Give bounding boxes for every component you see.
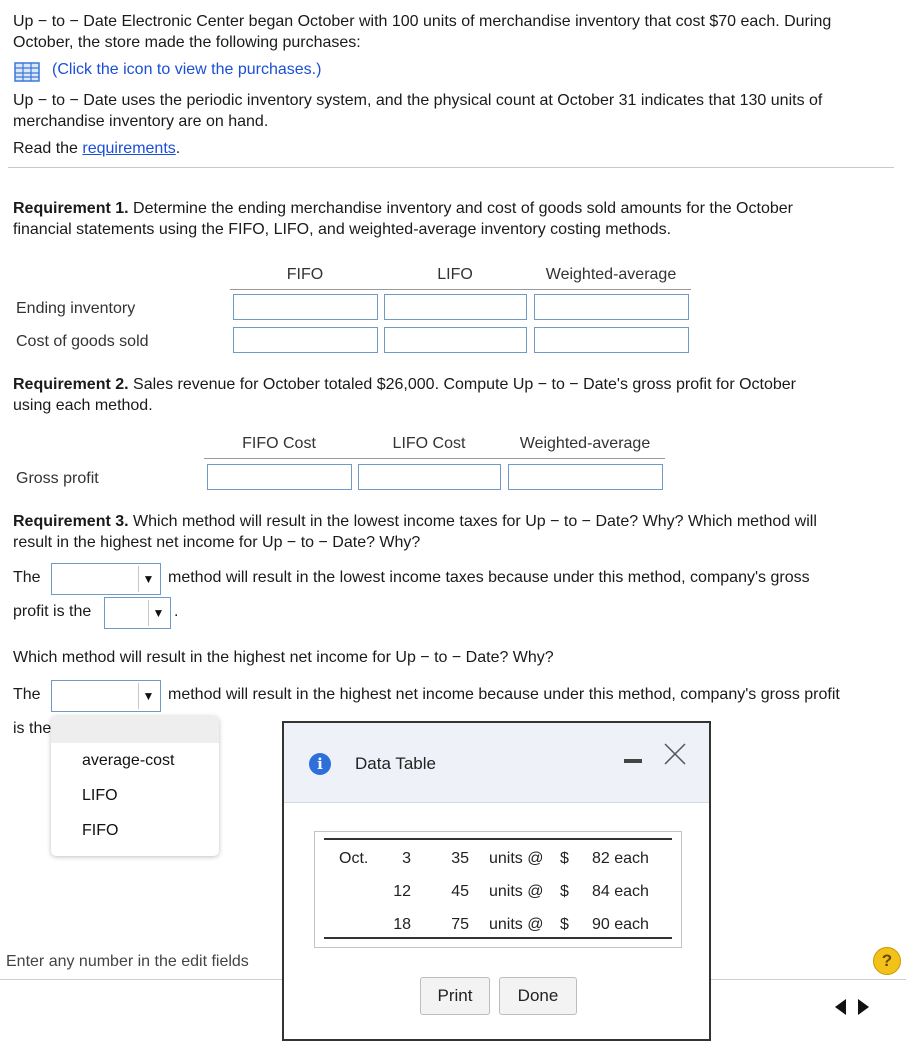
req2-text-2: using each method. <box>13 397 153 414</box>
chevron-down-icon: ▼ <box>138 683 158 709</box>
s1-line2: profit is the <box>13 603 92 620</box>
gross-profit-wa-input[interactable] <box>508 464 663 490</box>
done-button[interactable]: Done <box>499 977 577 1015</box>
cogs-lifo-input[interactable] <box>384 327 527 353</box>
gross-profit-fifo-input[interactable] <box>207 464 352 490</box>
chevron-down-icon: ▼ <box>138 566 158 592</box>
read-suffix: . <box>175 140 181 157</box>
row1-qty: 35 <box>451 850 469 867</box>
row3-units: units @ <box>489 916 544 933</box>
previous-arrow-icon[interactable] <box>835 999 846 1015</box>
purchases-table <box>314 831 682 948</box>
req2-col-weighted-average: Weighted-average <box>519 435 651 452</box>
req2-col-lifo: LIFO Cost <box>392 435 466 452</box>
row3-dollar: $ <box>560 916 569 933</box>
req2-text <box>13 374 893 416</box>
chevron-down-icon: ▼ <box>148 600 168 626</box>
highest-income-method-select[interactable] <box>51 680 161 712</box>
row2-price: 84 each <box>592 883 649 900</box>
req1-col-fifo: FIFO <box>286 266 324 283</box>
cogs-wa-input[interactable] <box>534 327 689 353</box>
req2-col-fifo: FIFO Cost <box>242 435 316 452</box>
gross-profit-lifo-input[interactable] <box>358 464 501 490</box>
dropdown-option-lifo[interactable]: LIFO <box>82 787 118 804</box>
req1-text-2: financial statements using the FIFO, LIFO, and weighted-average inventory costing methods. <box>13 221 672 238</box>
req1-col-lifo: LIFO <box>437 266 473 283</box>
s2-rest: method will result in the highest net income because under this method, company's gross profit <box>168 686 840 703</box>
req3-label: Requirement 3. <box>13 513 129 530</box>
dropdown-option-average-cost[interactable]: average-cost <box>82 752 175 769</box>
row2-day: 12 <box>393 883 411 900</box>
dropdown-highlight <box>51 716 219 743</box>
row2-units: units @ <box>489 883 544 900</box>
dropdown-option-fifo[interactable]: FIFO <box>82 822 119 839</box>
row1-dollar: $ <box>560 850 569 867</box>
row3-day: 18 <box>393 916 411 933</box>
req3-text-2: result in the highest net income for Up − to − Date? Why? <box>13 534 421 551</box>
s2-the: The <box>13 686 41 703</box>
modal-title: Data Table <box>355 754 436 773</box>
s2-line2: is the <box>13 720 52 737</box>
footer-hint: Enter any number in the edit fields <box>6 953 249 970</box>
minimize-icon[interactable] <box>624 759 642 763</box>
intro-line-2: October, the store made the following purchases: <box>13 34 361 51</box>
table-icon[interactable] <box>14 62 40 82</box>
row-cost-of-goods-sold: Cost of goods sold <box>16 333 149 350</box>
req1-header-line <box>230 289 691 290</box>
nav-arrows <box>812 992 892 1022</box>
cogs-fifo-input[interactable] <box>233 327 378 353</box>
s1-period: . <box>174 603 179 620</box>
lowest-taxes-profit-select[interactable] <box>104 597 171 629</box>
table-bottom-rule <box>324 937 672 939</box>
req2-text-1: Sales revenue for October totaled $26,000. Compute Up − to − Date's gross profit for October <box>128 376 797 393</box>
view-purchases-link[interactable]: (Click the icon to view the purchases.) <box>52 61 322 78</box>
ending-inventory-fifo-input[interactable] <box>233 294 378 320</box>
req1-col-weighted-average: Weighted-average <box>545 266 677 283</box>
intro-line-1: Up − to − Date Electronic Center began October with 100 units of merchandise inventory that cost $70 each. During <box>13 13 832 30</box>
row1-month: Oct. <box>339 850 369 867</box>
table-top-rule <box>324 838 672 840</box>
help-icon[interactable]: ? <box>873 947 901 975</box>
s1-rest: method will result in the lowest income taxes because under this method, company's gross <box>168 569 810 586</box>
intro-line-3: Up − to − Date uses the periodic inventory system, and the physical count at October 31 indicates that 130 units of <box>13 92 823 109</box>
s1-the: The <box>13 569 41 586</box>
data-table-modal <box>282 721 711 1041</box>
row2-dollar: $ <box>560 883 569 900</box>
req1-text-1: Determine the ending merchandise inventory and cost of goods sold amounts for the October <box>128 200 793 217</box>
req3-text <box>13 511 893 553</box>
row1-day: 3 <box>402 850 411 867</box>
row3-qty: 75 <box>451 916 469 933</box>
row-gross-profit: Gross profit <box>16 470 99 487</box>
row-ending-inventory: Ending inventory <box>16 300 136 317</box>
req1-text <box>13 198 893 240</box>
read-requirements <box>13 138 893 159</box>
next-arrow-icon[interactable] <box>858 999 869 1015</box>
info-icon: i <box>309 753 331 775</box>
row1-price: 82 each <box>592 850 649 867</box>
divider <box>8 167 894 168</box>
row2-qty: 45 <box>451 883 469 900</box>
row3-price: 90 each <box>592 916 649 933</box>
ending-inventory-lifo-input[interactable] <box>384 294 527 320</box>
req2-label: Requirement 2. <box>13 376 129 393</box>
req3-question-2: Which method will result in the highest net income for Up − to − Date? Why? <box>13 649 554 666</box>
modal-header <box>284 723 709 803</box>
method-dropdown-menu <box>51 716 219 856</box>
req3-text-1: Which method will result in the lowest income taxes for Up − to − Date? Why? Which method will <box>128 513 817 530</box>
intro-line-4: merchandise inventory are on hand. <box>13 113 269 130</box>
intro-text <box>13 11 893 53</box>
close-icon[interactable] <box>662 741 688 767</box>
intro-text-2 <box>13 90 893 132</box>
read-prefix: Read the <box>13 140 78 157</box>
print-button[interactable]: Print <box>420 977 490 1015</box>
req2-header-line <box>204 458 665 459</box>
requirements-link[interactable]: requirements <box>82 140 176 157</box>
lowest-taxes-method-select[interactable] <box>51 563 161 595</box>
ending-inventory-wa-input[interactable] <box>534 294 689 320</box>
row1-units: units @ <box>489 850 544 867</box>
req1-label: Requirement 1. <box>13 200 129 217</box>
